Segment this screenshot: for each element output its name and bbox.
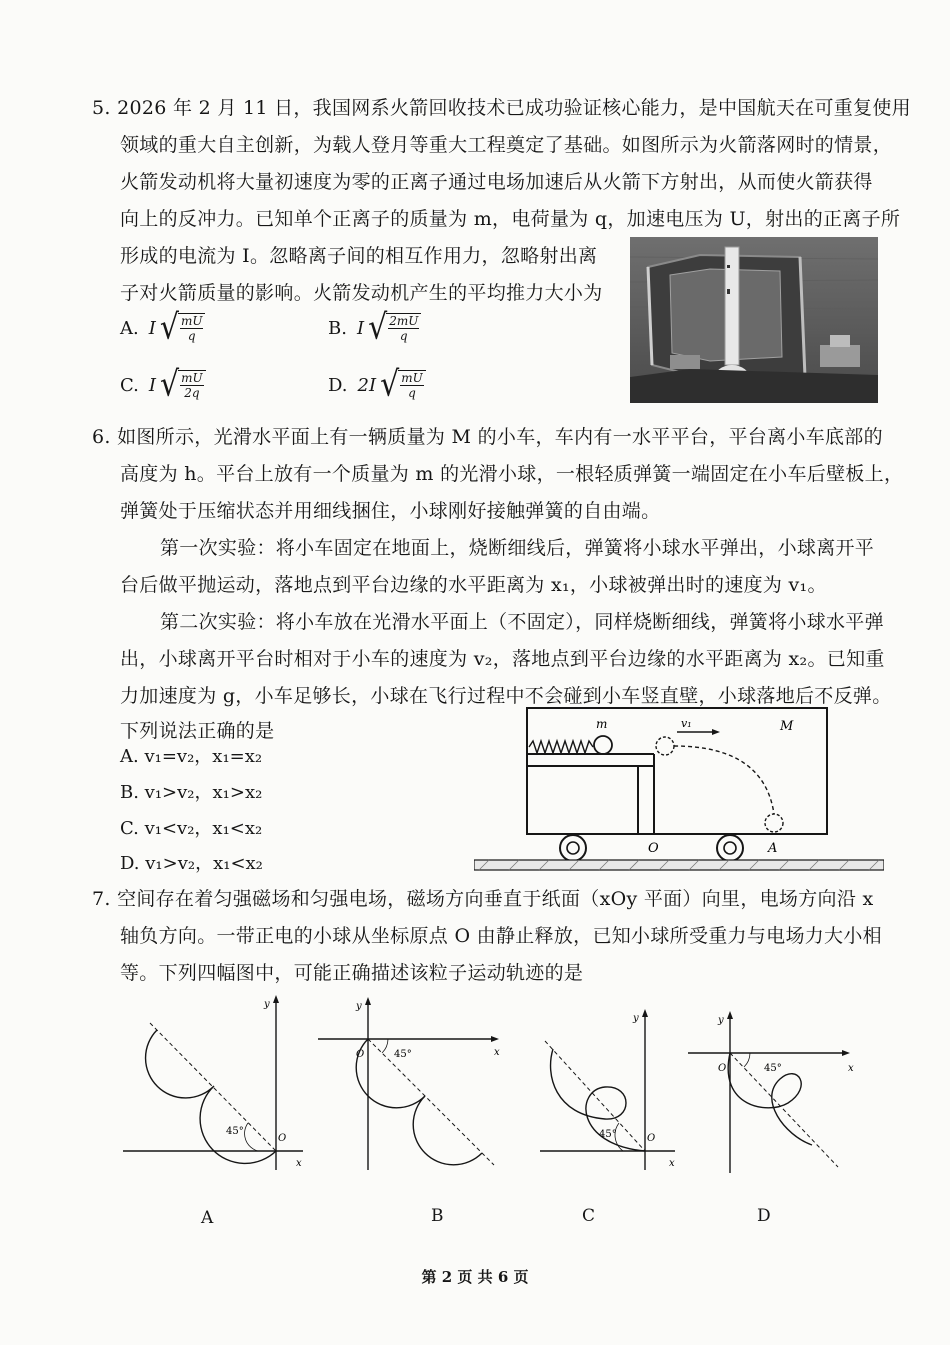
sqrt-denominator: q (408, 386, 416, 400)
option-label: A. (120, 317, 139, 339)
sqrt-numerator: mU (401, 371, 423, 385)
q6-line-7: 出，小球离开平台时相对于小车的速度为 v₂，落地点到平台边缘的水平距离为 x₂。已知重 (120, 648, 885, 670)
q6-option-a[interactable]: A. v₁=v₂，x₁=x₂ (120, 746, 263, 767)
spring (529, 741, 593, 753)
q6-line-8: 力加速度为 g，小车足够长，小球在飞行过程中不会碰到小车竖直壁，小球落地后不反弹。 (120, 685, 892, 707)
point-a-label: A (768, 841, 778, 856)
option-coef: I (148, 374, 156, 396)
q5-line-3: 火箭发动机将大量初速度为零的正离子通过电场加速后从火箭下方射出，从而使火箭获得 (120, 171, 873, 193)
trajectory (146, 1030, 276, 1163)
sqrt-numerator: mU (181, 371, 203, 385)
q6-line-4: 第一次实验：将小车固定在地面上，烧断细线后，弹簧将小球水平弹出，小球离开平 (160, 537, 875, 559)
q5-line-1: 5. 2026 年 2 月 11 日，我国网系火箭回收技术已成功验证核心能力，是中国航天在可重复使用 (92, 97, 911, 119)
q7-line-3: 等。下列四幅图中，可能正确描述该粒子运动轨迹的是 (120, 962, 584, 984)
sqrt-expression: √ $\frac{mU}{q}$ (160, 313, 206, 343)
q5-option-a[interactable] (120, 307, 205, 348)
diagram-a (118, 995, 303, 1175)
diagram-d (688, 995, 868, 1175)
y-axis-label: y (356, 1001, 362, 1012)
option-coef: I (148, 317, 156, 339)
q5-option-c[interactable] (120, 364, 206, 405)
y-axis-label: y (633, 1013, 639, 1024)
y-axis-label: y (264, 999, 270, 1010)
q6-option-b[interactable]: B. v₁>v₂，x₁>x₂ (120, 782, 263, 803)
q7-line-2: 轴负方向。一带正电的小球从坐标原点 O 由静止释放，已知小球所受重力与电场力大小相 (120, 925, 882, 947)
q6-option-c[interactable]: C. v₁<v₂，x₁<x₂ (120, 818, 263, 839)
q5-option-b[interactable] (328, 307, 421, 348)
q6-line-1: 6. 如图所示，光滑水平面上有一辆质量为 M 的小车，车内有一水平平台，平台离小车底部的 (92, 426, 883, 448)
q7-line-1: 7. 空间存在着匀强磁场和匀强电场，磁场方向垂直于纸面（xOy 平面）向里，电场方向沿 x (92, 888, 874, 910)
diagram-a-label[interactable]: A (201, 1208, 214, 1228)
cart-mass-label: M (780, 719, 794, 734)
q5-option-d[interactable] (328, 364, 426, 405)
diagram-c-label[interactable]: C (582, 1206, 596, 1226)
q5-line-2: 领域的重大自主创新，为载人登月等重大工程奠定了基础。如图所示为火箭落网时的情景， (120, 134, 893, 156)
y-axis-label: y (718, 1015, 724, 1026)
rocket-net-photo (630, 237, 878, 403)
ball-dashed-launch (656, 737, 674, 755)
q6-option-d[interactable]: D. v₁>v₂，x₁<x₂ (120, 853, 263, 874)
x-axis-label: x (848, 1063, 854, 1074)
option-coef: 2I (357, 374, 377, 396)
q5-line-6: 子对火箭质量的影响。火箭发动机产生的平均推力大小为 (120, 282, 603, 304)
sqrt-denominator: q (187, 329, 196, 343)
q6-line-3: 弹簧处于压缩状态并用细线捆住，小球刚好接触弹簧的自由端。 (120, 500, 661, 522)
origin-label: O (718, 1063, 727, 1074)
q5-line-5: 形成的电流为 I。忽略离子间的相互作用力，忽略射出离 (120, 245, 598, 267)
wheel-right (717, 835, 743, 861)
sqrt-expression: √ $\frac{mU}{2q}$ (160, 370, 206, 400)
page-footer: 第 2 页 共 6 页 (421, 1268, 529, 1286)
diagram-c (535, 995, 685, 1175)
velocity-label: v₁ (681, 717, 692, 730)
rocket-net-illustration (630, 237, 878, 403)
cart-spring-figure (474, 706, 884, 874)
ball (594, 736, 612, 754)
trajectory-dashed (674, 746, 774, 814)
sqrt-expression: √ $\frac{2mU}{q}$ (368, 313, 421, 343)
x-axis-label: x (494, 1047, 500, 1058)
trajectory (356, 1039, 482, 1165)
q6-line-6: 第二次实验：将小车放在光滑水平面上（不固定），同样烧断细线，弹簧将小球水平弹 (160, 611, 884, 633)
x-axis-label: x (669, 1158, 675, 1169)
diagram-b-label[interactable]: B (431, 1206, 444, 1226)
sqrt-numerator: mU (180, 314, 203, 328)
sqrt-expression: √ $\frac{mU}{q}$ (380, 370, 426, 400)
origin-label: O (647, 1133, 656, 1144)
option-label: D. (328, 374, 348, 396)
ball-dashed-landing (765, 814, 783, 832)
option-label: C. (120, 374, 139, 396)
point-o-label: O (648, 841, 659, 856)
option-coef: I (356, 317, 365, 339)
q5-line-4: 向上的反冲力。已知单个正离子的质量为 m，电荷量为 q，加速电压为 U，射出的正离子所 (120, 208, 901, 230)
x-axis-label: x (296, 1158, 302, 1169)
angle-label: 45° (394, 1049, 412, 1060)
angle-label: 45° (764, 1063, 782, 1074)
q6-line-5: 台后做平抛运动，落地点到平台边缘的水平距离为 x₁，小球被弹出时的速度为 v₁。 (120, 574, 827, 596)
origin-label: O (356, 1049, 365, 1060)
origin-label: O (278, 1133, 287, 1144)
q6-line-2: 高度为 h。平台上放有一个质量为 m 的光滑小球，一根轻质弹簧一端固定在小车后壁板上， (120, 463, 904, 485)
wheel-left (560, 835, 586, 861)
angle-label: 45° (226, 1126, 244, 1137)
diagram-d-label[interactable]: D (757, 1206, 771, 1226)
ground (474, 860, 884, 870)
sqrt-numerator: 2mU (389, 314, 419, 328)
option-label: B. (328, 317, 347, 339)
sqrt-denominator: 2q (184, 386, 200, 400)
angle-label: 45° (599, 1129, 617, 1140)
q6-line-9: 下列说法正确的是 (120, 720, 275, 742)
mass-m-label: m (596, 717, 608, 731)
sqrt-denominator: q (399, 329, 408, 343)
diagram-b (318, 995, 518, 1175)
